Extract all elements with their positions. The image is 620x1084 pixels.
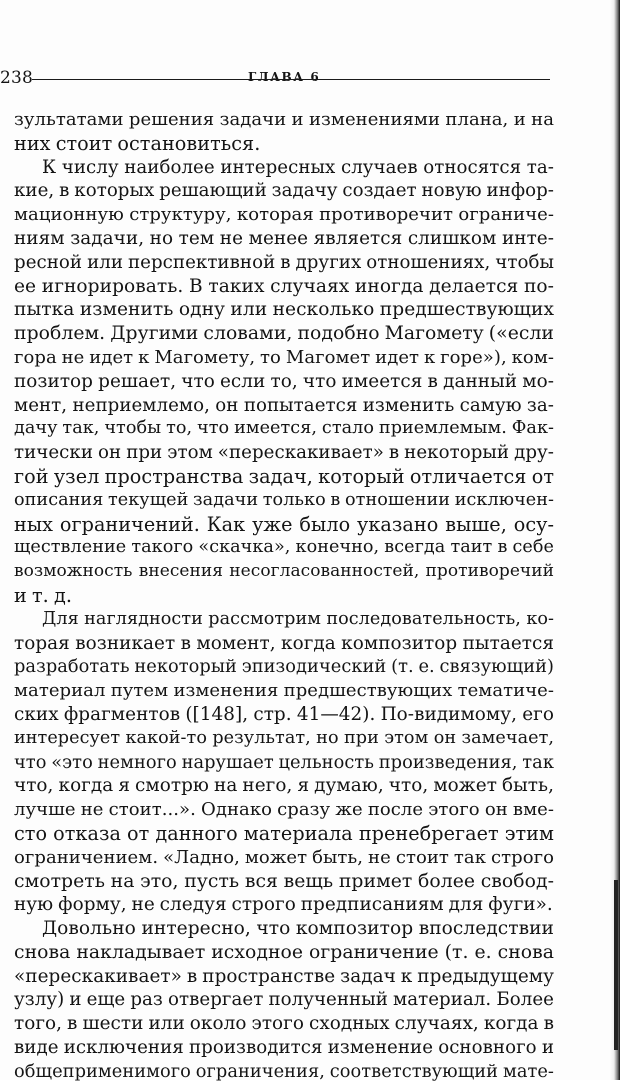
text-line: что «это немного нарушает цельность произведения, так xyxy=(14,751,554,773)
text-line: ресной или перспективной в других отношениях, чтобы xyxy=(14,251,554,273)
text-line: ную форму, не следуя строго предписаниям для фуги». xyxy=(14,894,553,916)
text-line: них стоит остановиться. xyxy=(14,131,261,155)
text-line: Для наглядности рассмотрим последовательность, ко- xyxy=(42,608,554,629)
text-line: материал путем изменения предшествующих тематиче- xyxy=(14,680,554,702)
text-line: виде исключения производится изменение основного и xyxy=(14,1037,554,1059)
text-line: того, в шести или около этого сходных случаях, когда в xyxy=(14,1013,554,1035)
text-line: Довольно интересно, что композитор впоследствии xyxy=(42,918,554,940)
text-line: «перескакивает» в пространстве задач к предыдущему xyxy=(14,965,554,987)
text-line: снова накладывает исходное ограничение (т. е. снова xyxy=(14,941,554,963)
text-line: позитор решает, что если то, что имеется в данный мо- xyxy=(14,370,554,392)
page-header xyxy=(0,68,560,98)
text-line: общеприменимого ограничения, соответствующий мате- xyxy=(14,1060,554,1082)
text-line: возможность внесения несогласованностей, противоречий xyxy=(14,561,554,582)
text-line: узлу) и еще раз отвергает полученный материал. Более xyxy=(14,989,554,1011)
text-line: торая возникает в момент, когда композитор пытается xyxy=(14,632,554,654)
text-line: ных ограничений. Как уже было указано выше, осу- xyxy=(14,512,554,536)
text-line: ских фрагментов ([148], стр. 41—42). По-видимому, его xyxy=(14,703,554,725)
text-line: тически он при этом «перескакивает» в некоторый дру- xyxy=(14,442,554,464)
text-line: смотреть на это, пусть вся вещь примет более свобод- xyxy=(14,870,554,892)
text-line: ществление такого «скачка», конечно, всегда таит в себе xyxy=(14,537,554,558)
text-line: ниям задачи, но тем не менее является слишком инте- xyxy=(14,227,554,249)
body-text xyxy=(14,108,554,1084)
header-rule xyxy=(32,79,550,80)
scan-edge-mark xyxy=(614,880,618,1050)
text-line: К числу наиболее интересных случаев относятся та- xyxy=(42,156,554,178)
text-line: что, когда я смотрю на него, я думаю, что, может быть, xyxy=(14,775,554,797)
text-line: разработать некоторый эпизодический (т. е. связующий) xyxy=(14,656,554,678)
text-line: кие, в которых решающий задачу создает новую инфор- xyxy=(14,180,554,202)
text-line: мент, неприемлемо, он попытается изменить самую за- xyxy=(14,394,554,416)
text-line: пытка изменить одну или несколько предшествующих xyxy=(14,299,554,321)
text-line: описания текущей задачи только в отношении исключен- xyxy=(14,489,554,510)
text-line: сто отказа от данного материала пренебрегает этим xyxy=(14,821,554,845)
text-line: и т. д. xyxy=(14,583,72,607)
text-line: дачу так, чтобы то, что имеется, стало приемлемым. Фак- xyxy=(14,418,554,439)
text-line: гой узел пространства задач, который отличается от xyxy=(14,464,554,488)
text-line: ее игнорировать. В таких случаях иногда делается по- xyxy=(14,275,554,297)
text-line: лучше не стоит...». Однако сразу же после этого он вме- xyxy=(14,799,554,821)
page-number: 238 xyxy=(0,68,34,88)
text-line: зультатами решения задачи и изменениями плана, и на xyxy=(14,109,554,130)
text-line: проблем. Другими словами, подобно Магомету («если xyxy=(14,323,554,345)
text-line: мационную структуру, которая противоречит ограниче- xyxy=(14,204,554,226)
running-head: ГЛАВА 6 xyxy=(248,70,321,84)
text-line: ограничением. «Ладно, может быть, не стоит так строго xyxy=(14,846,554,868)
text-line: интересует какой-то результат, но при этом он замечает, xyxy=(14,727,554,748)
text-line: гора не идет к Магомету, то Магомет идет к горе»), ком- xyxy=(14,346,554,368)
